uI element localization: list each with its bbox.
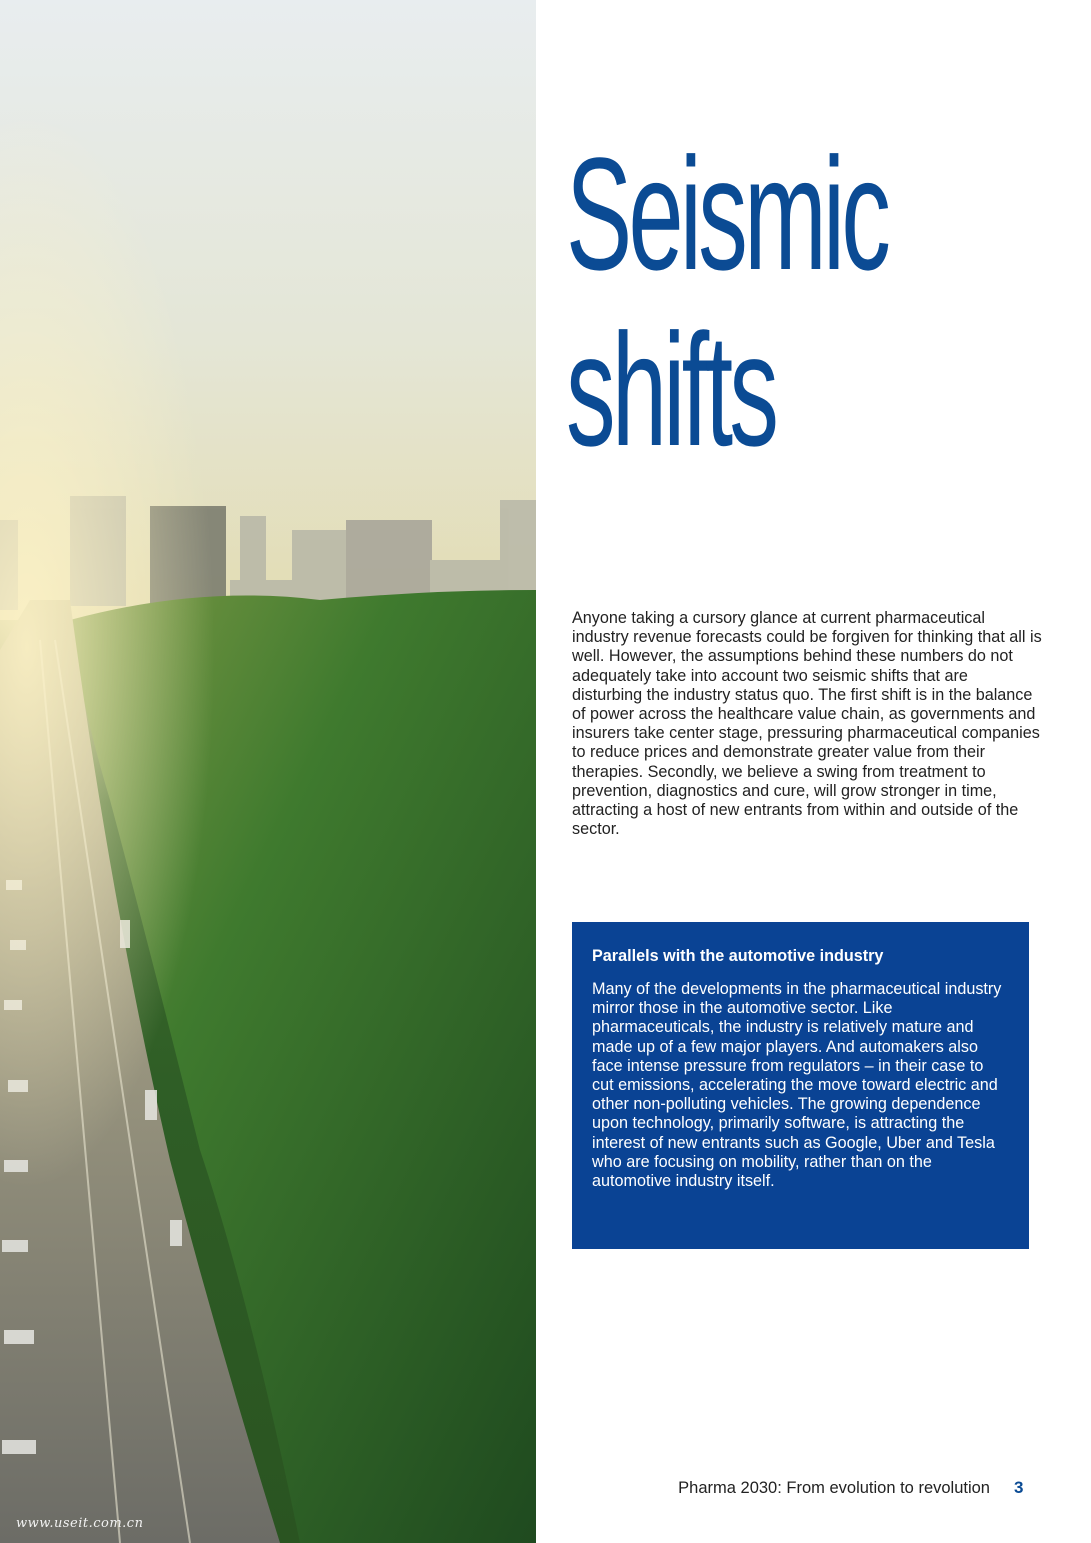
page-title (566, 124, 888, 479)
page-title-line-1: Seismic (566, 124, 888, 303)
cover-photo-city-park-aerial (0, 0, 536, 1543)
callout-box (572, 922, 1029, 1249)
page-number: 3 (1014, 1478, 1024, 1497)
footer-document-title: Pharma 2030: From evolution to revolution (678, 1479, 990, 1497)
city-park-illustration (0, 0, 536, 1543)
callout-text: Many of the developments in the pharmaceutical industry mirror those in the automotive sector. Like pharmaceuticals, the industry is relatively mature and made up of a few major players. And automakers also face intense pressure from regulators – in their case to cut emissions, accelerating the move toward electric and other non-polluting vehicles. The growing dependence upon technology, primarily software, is attracting the interest of new entrants such as Google, Uber and Tesla who are focusing on mobility, rather than on the automotive industry itself. (592, 980, 1002, 1191)
intro-paragraph: Anyone taking a cursory glance at current pharmaceutical industry revenue forecasts could be forgiven for thinking that all is well. However, the assumptions behind these numbers do not adequately take into account two seismic shifts that are disturbing the industry status quo. The first shift is in the balance of power across the healthcare value chain, as governments and insurers take center stage, pressuring pharmaceutical companies to reduce prices and demonstrate greater value from their therapies. Secondly, we believe a swing from treatment to prevention, diagnostics and cure, will grow stronger in time, attracting a host of new entrants from within and outside of the sector. (572, 609, 1042, 839)
page-title-line-2: shifts (566, 300, 776, 479)
callout-heading: Parallels with the automotive industry (592, 947, 884, 965)
watermark: www.useit.com.cn (16, 1516, 144, 1531)
